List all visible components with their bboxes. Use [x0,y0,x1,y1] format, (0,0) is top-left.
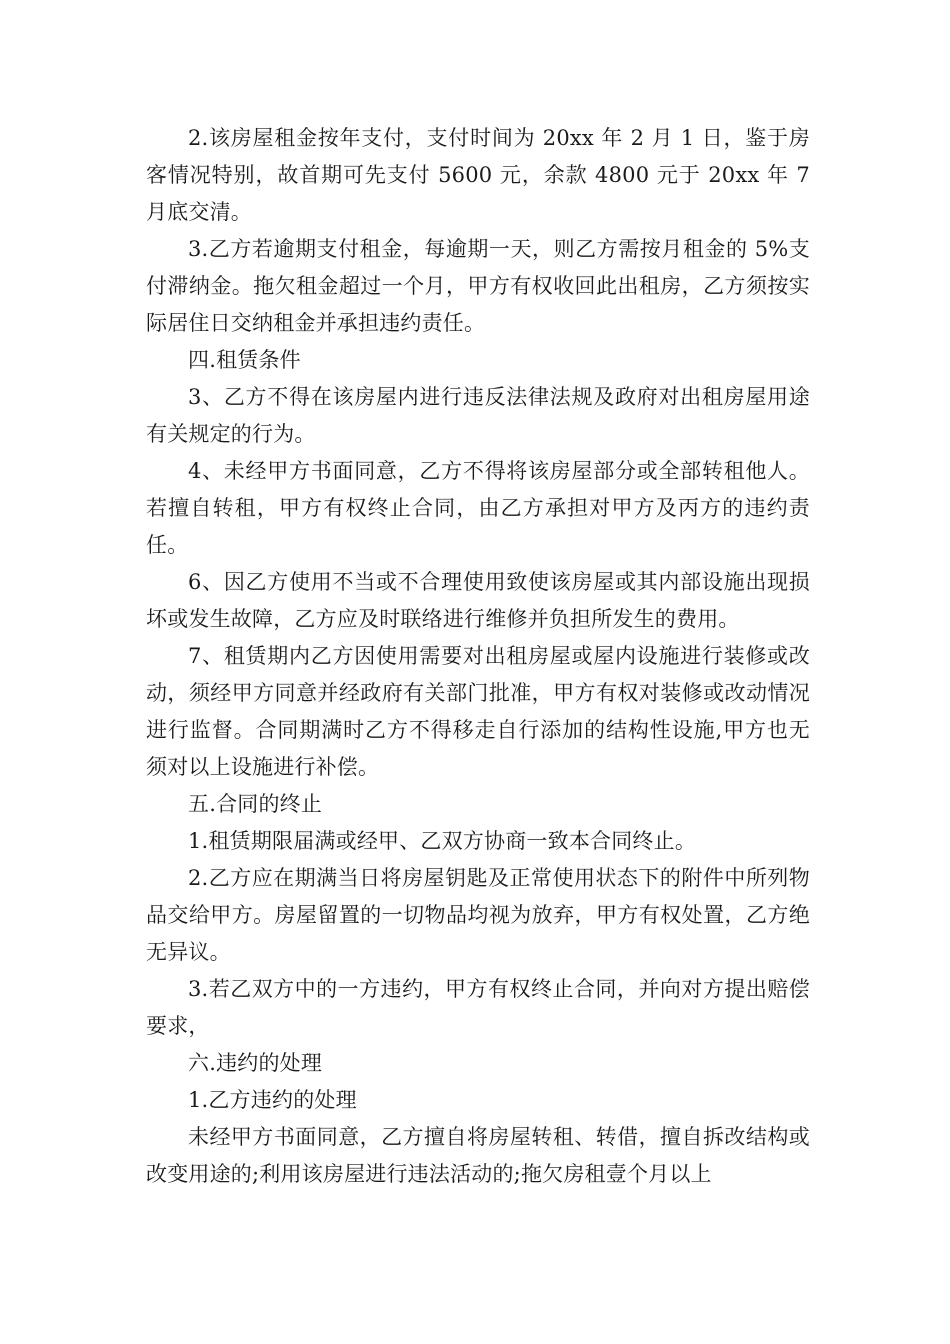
paragraph-condition-3: 3、乙方不得在该房屋内进行违反法律法规及政府对出租房屋用途有关规定的行为。 [146,385,810,446]
paragraph-condition-6: 6、因乙方使用不当或不合理使用致使该房屋或其内部设施出现损坏或发生故障，乙方应及时联络进行维修并负担所发生的费用。 [146,570,810,631]
paragraph-condition-4: 4、未经甲方书面同意，乙方不得将该房屋部分或全部转租他人。若擅自转租，甲方有权终止合同，由乙方承担对甲方及丙方的违约责任。 [146,459,810,557]
section-heading-lease-conditions: 四.租赁条件 [188,348,301,372]
section-heading-breach: 六.违约的处理 [188,1051,323,1075]
paragraph-rent-payment: 2.该房屋租金按年支付，支付时间为 20xx 年 2 月 1 日，鉴于房客情况特别，故首期可先支付 5600 元，余款 4800 元于 20xx 年 7 月底交清。 [146,126,810,224]
paragraph-termination-2: 2.乙方应在期满当日将房屋钥匙及正常使用状态下的附件中所列物品交给甲方。房屋留置的一切物品均视为放弃，甲方有权处置，乙方绝无异议。 [146,866,810,964]
paragraph-termination-1: 1.租赁期限届满或经甲、乙双方协商一致本合同终止。 [188,829,697,853]
section-heading-termination: 五.合同的终止 [188,792,323,816]
paragraph-termination-3: 3.若乙双方中的一方违约，甲方有权终止合同，并向对方提出赔偿要求， [146,977,810,1038]
paragraph-condition-7: 7、租赁期内乙方因使用需要对出租房屋或屋内设施进行装修或改动，须经甲方同意并经政府有关部门批准，甲方有权对装修或改动情况进行监督。合同期满时乙方不得移走自行添加的结构性设施,甲方也无须对以上设施进行补偿。 [146,644,810,779]
paragraph-late-payment: 3.乙方若逾期支付租金，每逾期一天，则乙方需按月租金的 5%支付滞纳金。拖欠租金超过一个月，甲方有权收回此出租房，乙方须按实际居住日交纳租金并承担违约责任。 [146,237,810,335]
paragraph-breach-detail: 未经甲方书面同意，乙方擅自将房屋转租、转借，擅自拆改结构或改变用途的;利用该房屋进行违法活动的;拖欠房租壹个月以上 [146,1125,810,1186]
paragraph-breach-1: 1.乙方违约的处理 [188,1088,357,1112]
